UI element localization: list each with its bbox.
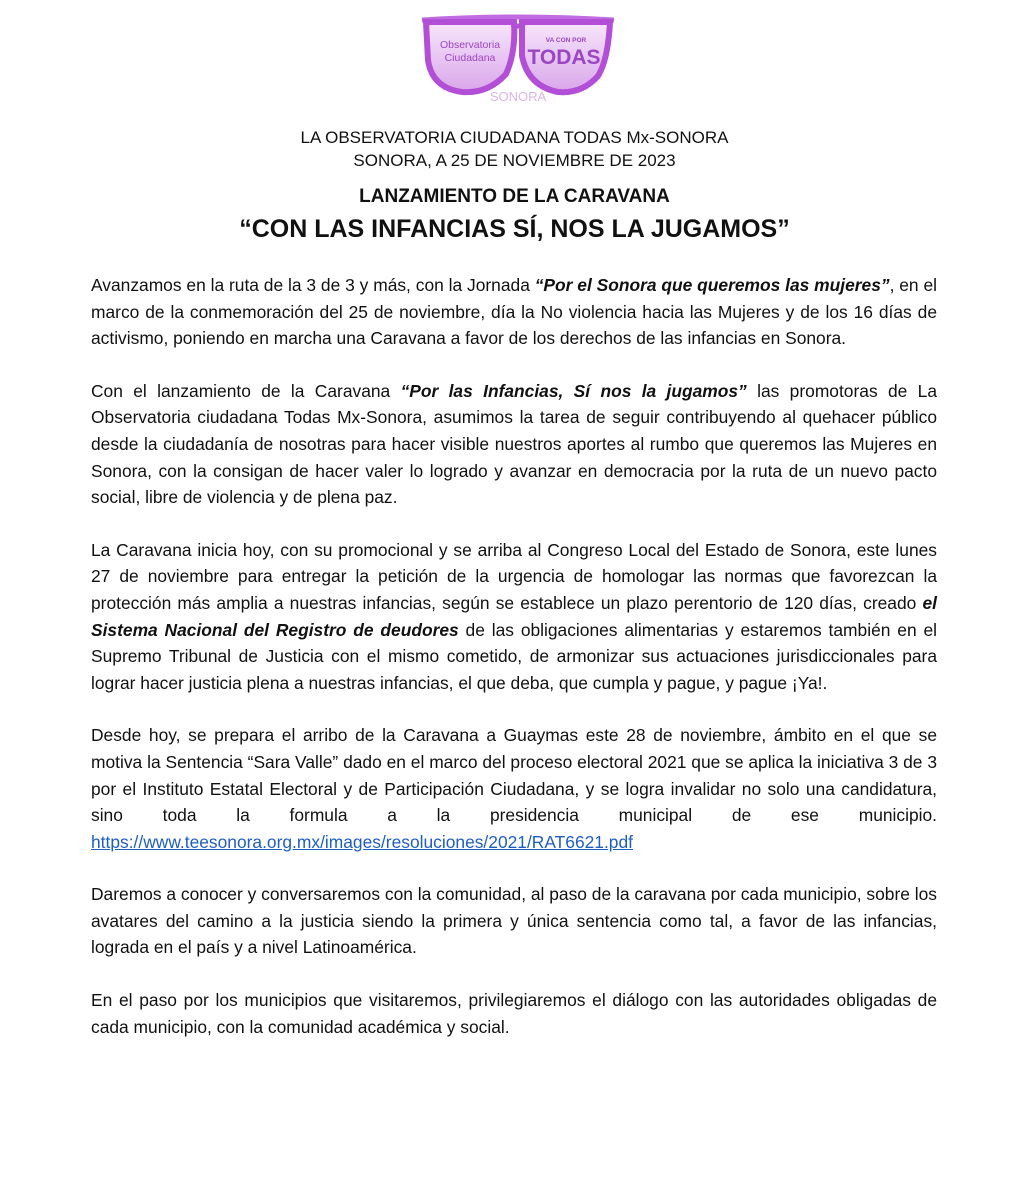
paragraph-3-emphasis: el Sistema Nacional del Registro de deudores [91, 592, 937, 640]
paragraph-4 [91, 722, 937, 855]
logo-text-todas: TODAS [527, 46, 601, 69]
header-organization: LA OBSERVATORIA CIUDADANA TODAS Mx-SONORA [300, 128, 729, 147]
header-date: SONORA, A 25 DE NOVIEMBRE DE 2023 [353, 151, 676, 170]
document-body [91, 272, 937, 1066]
paragraph-4-text: Desde hoy, se prepara el arribo de la Caravana a Guaymas este 28 de noviembre, ámbito en el que se motiva la Sentencia “Sara Valle” dado en el marco del proceso electoral 2021 que se aplica la iniciativa 3 de 3 por el Instituto Estatal Electoral y de Participación Ciudadana, y se logra invalidar no solo una candidatura, sino toda la formula a la presidencia municipal de ese municipio. [91, 725, 937, 826]
paragraph-1-pre: Avanzamos en la ruta de la 3 de 3 y más, con la Jornada [91, 275, 535, 295]
paragraph-1-emphasis: “Por el Sonora que queremos las mujeres” [534, 275, 890, 295]
title-line-2: “CON LAS INFANCIAS SÍ, NOS LA JUGAMOS” [239, 215, 790, 243]
logo-text-observatoria: Observatoria [439, 39, 501, 51]
logo-text-ciudadana: Ciudadana [444, 52, 496, 64]
paragraph-2-post: las promotoras de La Observatoria ciudadana Todas Mx-Sonora, asumimos la tarea de seguir contribuyendo al quehacer público desde la ciudadanía de nosotras para hacer visible nuestros aportes al rumbo que queremos las Mujeres en Sonora, con la consigan de hacer valer lo logrado y avanzar en democracia por la ruta de un nuevo pacto social, libre de violencia y de plena paz. [91, 380, 938, 508]
paragraph-3 [91, 537, 937, 697]
paragraph-2 [91, 378, 937, 511]
logo-text-va-con-por: VA CON POR [545, 37, 587, 44]
title-line-1: LANZAMIENTO DE LA CARAVANA [359, 186, 670, 207]
paragraph-2-pre: Con el lanzamiento de la Caravana [91, 380, 401, 401]
logo-text-sonora: SONORA [489, 89, 547, 102]
paragraph-1 [91, 272, 937, 352]
paragraph-3-post: de las obligaciones alimentarias y estaremos también en el Supremo Tribunal de Justicia con el mismo cometido, de armonizar sus actuaciones jurisdiccionales para lograr hacer justicia plena a nuestras infancias, el que deba, que cumpla y pague, y pague ¡Ya!. [91, 619, 937, 693]
logo-glasses [418, 12, 618, 102]
document-header [0, 126, 1029, 172]
paragraph-1-post: , en el marco de la conmemoración del 25 de noviembre, día la No violencia hacia las Mujeres y de los 16 días de activismo, poniendo en marcha una Caravana a favor de los derechos de las infancias en Sonora. [91, 275, 937, 349]
resolution-pdf-link[interactable]: https://www.teesonora.org.mx/images/resoluciones/2021/RAT6621.pdf [91, 831, 633, 852]
glasses-logo-graphic [418, 12, 618, 102]
paragraph-6: En el paso por los municipios que visitaremos, privilegiaremos el diálogo con las autoridades obligadas de cada municipio, con la comunidad académica y social. [91, 990, 937, 1037]
paragraph-3-pre: La Caravana inicia hoy, con su promocional y se arriba al Congreso Local del Estado de Sonora, este lunes 27 de noviembre para entregar la petición de la urgencia de homologar las normas que favorezcan la protección más amplia a nuestras infancias, según se establece un plazo perentorio de 120 días, creado [91, 539, 937, 613]
paragraph-2-emphasis: “Por las Infancias, Sí nos la jugamos” [400, 380, 747, 401]
paragraph-5: Daremos a conocer y conversaremos con la comunidad, al paso de la caravana por cada municipio, sobre los avatares del camino a la justicia siendo la primera y única sentencia como tal, a favor de las infancias, lograda en el país y a nivel Latinoamérica. [91, 884, 937, 958]
